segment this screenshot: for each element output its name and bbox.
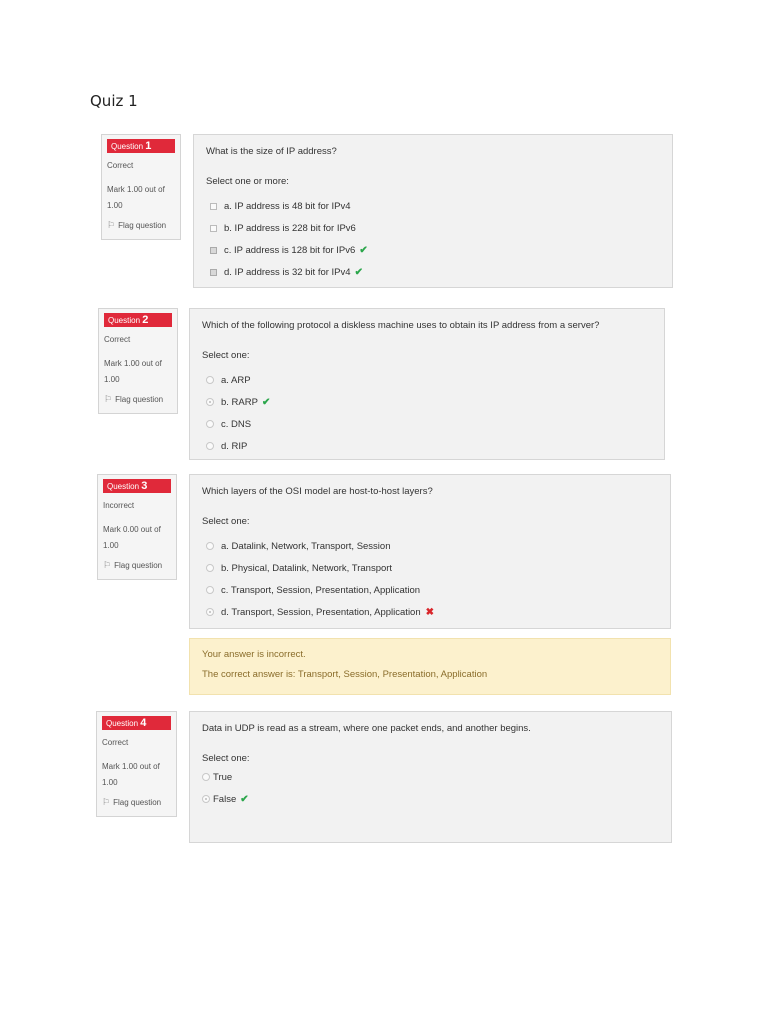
answer-label: c. Transport, Session, Presentation, Application [221, 584, 421, 596]
checkbox-checked[interactable] [210, 269, 217, 276]
answer-option[interactable] [206, 261, 660, 283]
question-info-4 [96, 711, 177, 817]
answer-label: b. Physical, Datalink, Network, Transport [221, 562, 393, 574]
question-label: Question [108, 316, 141, 325]
question-info-2 [98, 308, 178, 414]
answer-label: True [213, 771, 233, 783]
question-number: 2 [142, 314, 149, 326]
question-state: Correct [102, 738, 129, 747]
page-title: Quiz 1 [90, 92, 138, 110]
radio-button[interactable] [206, 376, 214, 384]
correct-tick-icon: ✔ [359, 244, 368, 256]
answer-label: d. Transport, Session, Presentation, Application [221, 606, 421, 618]
radio-button-selected[interactable] [202, 795, 210, 803]
question-text: Which layers of the OSI model are host-to-host layers? [202, 486, 433, 497]
answer-option[interactable] [202, 579, 658, 601]
answer-label: b. RARP [221, 396, 258, 408]
question-number: 3 [141, 480, 148, 492]
answer-option[interactable] [206, 239, 660, 261]
flag-label: Flag question [118, 221, 167, 230]
correct-tick-icon: ✔ [240, 793, 249, 805]
question-state: Incorrect [103, 501, 135, 510]
flag-icon: ⚐ [104, 394, 113, 404]
flag-label: Flag question [113, 798, 162, 807]
question-content-4 [189, 711, 672, 843]
radio-button[interactable] [206, 564, 214, 572]
flag-label: Flag question [114, 561, 163, 570]
answer-option[interactable] [206, 217, 660, 239]
answer-prompt: Select one: [202, 516, 250, 527]
flag-icon: ⚐ [107, 220, 116, 230]
question-text: Which of the following protocol a diskless machine uses to obtain its IP address from a server? [202, 320, 600, 331]
answer-option[interactable] [202, 601, 658, 623]
radio-button[interactable] [206, 420, 214, 428]
question-number-badge [107, 139, 175, 153]
question-number: 4 [140, 717, 147, 729]
question-state: Correct [104, 335, 131, 344]
answer-option[interactable] [202, 391, 652, 413]
radio-button[interactable] [206, 442, 214, 450]
feedback-correct-answer: The correct answer is: Transport, Session, Presentation, Application [202, 669, 488, 680]
flag-question-link[interactable] [107, 220, 175, 231]
answer-prompt: Select one: [202, 350, 250, 361]
checkbox-checked[interactable] [210, 247, 217, 254]
question-content-3 [189, 474, 671, 629]
answer-option[interactable] [202, 535, 658, 557]
checkbox[interactable] [210, 225, 217, 232]
answer-option[interactable] [202, 369, 652, 391]
answer-option[interactable] [202, 788, 659, 810]
question-feedback [189, 638, 671, 695]
answer-label: a. ARP [221, 374, 251, 386]
radio-button[interactable] [206, 586, 214, 594]
question-number: 1 [145, 140, 152, 152]
radio-button-selected[interactable] [206, 398, 214, 406]
flag-question-link[interactable] [102, 797, 171, 808]
question-grade: Mark 0.00 out of 1.00 [103, 525, 161, 550]
question-grade: Mark 1.00 out of 1.00 [104, 359, 162, 384]
answer-option[interactable] [206, 195, 660, 217]
question-label: Question [106, 719, 139, 728]
checkbox[interactable] [210, 203, 217, 210]
question-content-2 [189, 308, 665, 460]
answer-label: c. IP address is 128 bit for IPv6 [224, 244, 356, 256]
question-info-1 [101, 134, 181, 240]
question-grade: Mark 1.00 out of 1.00 [102, 762, 160, 787]
radio-button[interactable] [206, 542, 214, 550]
radio-button-selected[interactable] [206, 608, 214, 616]
question-number-badge [102, 716, 171, 730]
correct-tick-icon: ✔ [261, 396, 271, 408]
flag-label: Flag question [115, 395, 164, 404]
flag-question-link[interactable] [104, 394, 172, 405]
feedback-incorrect: Your answer is incorrect. [202, 649, 306, 660]
flag-icon: ⚐ [102, 797, 111, 807]
question-state: Correct [107, 161, 134, 170]
answer-prompt: Select one or more: [206, 176, 289, 187]
answer-label: d. RIP [221, 440, 248, 452]
answer-option[interactable] [202, 557, 658, 579]
answer-label: False [213, 793, 237, 805]
question-text: What is the size of IP address? [206, 146, 337, 157]
flag-icon: ⚐ [103, 560, 112, 570]
question-label: Question [111, 142, 144, 151]
answer-option[interactable] [202, 413, 652, 435]
answer-label: b. IP address is 228 bit for IPv6 [224, 222, 356, 234]
answer-label: c. DNS [221, 418, 252, 430]
radio-button[interactable] [202, 773, 210, 781]
question-text: Data in UDP is read as a stream, where one packet ends, and another begins. [202, 723, 531, 734]
question-info-3 [97, 474, 177, 580]
question-label: Question [107, 482, 140, 491]
question-grade: Mark 1.00 out of 1.00 [107, 185, 165, 210]
question-content-1 [193, 134, 673, 288]
answer-label: a. Datalink, Network, Transport, Session [221, 540, 391, 552]
flag-question-link[interactable] [103, 560, 171, 571]
question-number-badge [103, 479, 171, 493]
answer-label: d. IP address is 32 bit for IPv4 [224, 266, 351, 278]
answer-option[interactable] [202, 766, 659, 788]
question-number-badge [104, 313, 172, 327]
answer-prompt: Select one: [202, 753, 250, 764]
correct-tick-icon: ✔ [354, 266, 363, 278]
answer-label: a. IP address is 48 bit for IPv4 [224, 200, 351, 212]
answer-option[interactable] [202, 435, 652, 457]
incorrect-cross-icon: ✖ [425, 606, 435, 618]
